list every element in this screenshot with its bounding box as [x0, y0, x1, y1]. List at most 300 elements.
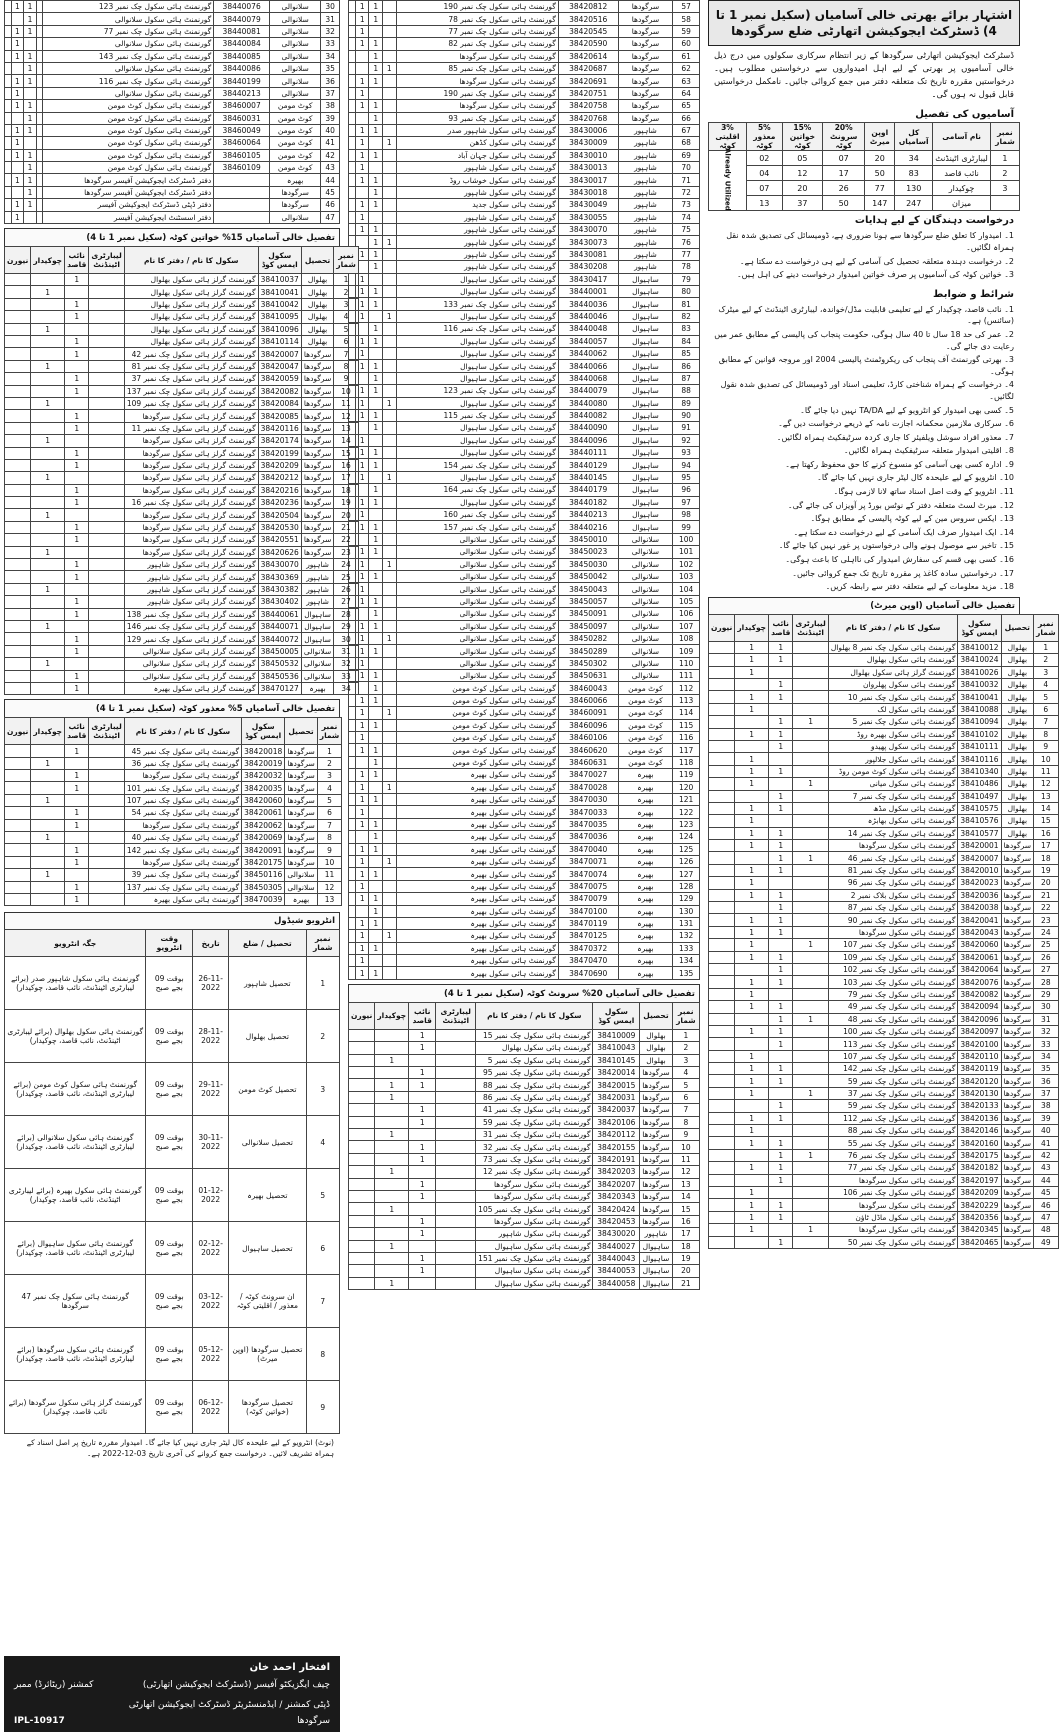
- table-cell: 126: [673, 855, 700, 867]
- table-cell: [36, 211, 42, 223]
- table-cell: گورنمنٹ ہائی سکول چک نمبر 107: [124, 794, 241, 806]
- table-cell: 1: [369, 769, 383, 781]
- table-cell: [436, 1178, 476, 1190]
- table-row: [349, 533, 700, 545]
- table-cell: شاہپور: [618, 162, 673, 174]
- table-cell: 27: [1034, 963, 1059, 975]
- table-row: [349, 484, 700, 496]
- table-cell: 38420768: [558, 112, 618, 124]
- table-cell: [793, 790, 828, 802]
- table-cell: گورنمنٹ ہائی سکول سلانوالی: [396, 657, 558, 669]
- table-cell: 1: [369, 496, 383, 508]
- table-cell: بھیرہ: [618, 781, 673, 793]
- table-cell: 32: [321, 25, 340, 37]
- table-header-cell: نمبر شمار: [334, 247, 359, 274]
- table-cell: 38420130: [958, 1087, 1001, 1099]
- table-cell: 1: [383, 236, 397, 248]
- table-cell: [383, 620, 397, 632]
- table-cell: سرگودھا: [618, 62, 673, 74]
- table-cell: بھلوال: [301, 323, 333, 335]
- table-row: [5, 534, 359, 546]
- table-cell: [349, 1, 356, 13]
- table-cell: [349, 1079, 375, 1091]
- table-cell: 38470075: [558, 880, 618, 892]
- table-cell: بھلوال: [640, 1042, 672, 1054]
- table-cell: [31, 608, 65, 620]
- table-cell: 1: [11, 1, 24, 13]
- schedule-cell: 7: [306, 1275, 340, 1328]
- table-cell: 11: [317, 869, 342, 881]
- summary-cell: 04: [746, 166, 782, 181]
- table-cell: 38470027: [558, 769, 618, 781]
- table-cell: 1: [369, 174, 383, 186]
- table-cell: گورنمنٹ ہائی سکول بھیرہ: [396, 868, 558, 880]
- table-cell: 1: [31, 869, 65, 881]
- table-cell: [349, 732, 356, 744]
- table-cell: 38420504: [258, 509, 301, 521]
- table-cell: 5: [317, 794, 342, 806]
- table-cell: گورنمنٹ ہائی سکول چک نمبر 116: [43, 75, 214, 87]
- table-cell: [5, 596, 31, 608]
- table-cell: گورنمنٹ ہائی سکول چک نمبر 7: [828, 790, 958, 802]
- schedule-cell: تحصیل بھلوال: [229, 1010, 306, 1063]
- table-cell: [5, 435, 31, 447]
- table-cell: [793, 1050, 828, 1062]
- table-row: [5, 633, 359, 645]
- table-cell: سرگودھا: [1001, 926, 1033, 938]
- table-cell: 1: [11, 38, 24, 50]
- table-cell: [793, 740, 828, 752]
- table-cell: سرگودھا: [270, 186, 321, 198]
- table-cell: سرگودھا: [285, 757, 317, 769]
- table-cell: گورنمنٹ گرلز ہائی سکول سرگودھا: [124, 534, 258, 546]
- table-cell: 1: [375, 1166, 409, 1178]
- table-cell: [65, 472, 89, 484]
- table-cell: 1: [672, 1029, 699, 1041]
- table-cell: 10: [672, 1141, 699, 1153]
- vacancy-table-disabled-quota: [4, 717, 342, 906]
- table-cell: [383, 818, 397, 830]
- table-cell: [355, 756, 369, 768]
- table-cell: 38420010: [958, 864, 1001, 876]
- table-cell: بھلوال: [1001, 815, 1033, 827]
- table-cell: [383, 25, 397, 37]
- table-cell: کوٹ مومن: [270, 162, 321, 174]
- table-cell: بھیرہ: [618, 893, 673, 905]
- table-row: [709, 1149, 1059, 1161]
- summary-cell: نائب قاصد: [933, 166, 991, 181]
- table-cell: [735, 1174, 769, 1186]
- table-cell: 1: [355, 855, 369, 867]
- table-cell: 7: [1034, 716, 1059, 728]
- table-cell: [709, 864, 735, 876]
- table-row: [349, 570, 700, 582]
- table-cell: سرگودھا: [618, 100, 673, 112]
- table-cell: [31, 745, 65, 757]
- table-cell: [709, 815, 735, 827]
- summary-header-cell: 20% سرونٹ کوٹہ: [822, 123, 864, 151]
- table-row: [349, 496, 700, 508]
- summary-heading: آسامیوں کی تفصیل: [915, 109, 1014, 121]
- table-cell: 11: [672, 1153, 699, 1165]
- table-cell: 1: [355, 657, 369, 669]
- table-cell: سرگودھا: [1001, 902, 1033, 914]
- table-cell: [5, 38, 12, 50]
- table-cell: گورنمنٹ ہائی سکول بھابڑہ: [828, 815, 958, 827]
- table-cell: 1: [31, 323, 65, 335]
- table-cell: 38420001: [958, 840, 1001, 852]
- table-cell: 1: [355, 930, 369, 942]
- table-row: [349, 447, 700, 459]
- table-cell: 1: [735, 827, 769, 839]
- table-cell: بھیرہ: [618, 818, 673, 830]
- table-cell: 1: [369, 50, 383, 62]
- table-cell: [793, 1137, 828, 1149]
- table-cell: 1: [11, 87, 24, 99]
- table-cell: 38440001: [558, 285, 618, 297]
- summary-cell: 247: [895, 196, 933, 211]
- table-cell: 1: [369, 323, 383, 335]
- table-cell: 1: [369, 818, 383, 830]
- table-cell: 1: [65, 559, 89, 571]
- designation-right: کمشنر (ریٹائرڈ) ممبر: [14, 1680, 94, 1690]
- table-row: [349, 670, 700, 682]
- table-cell: سلانوالی: [618, 595, 673, 607]
- vacancy-table-open-merit: [708, 614, 1059, 1249]
- table-cell: سرگودھا: [1001, 1112, 1033, 1124]
- table-cell: 1: [65, 807, 89, 819]
- table-cell: [349, 893, 356, 905]
- table-cell: 38410026: [958, 666, 1001, 678]
- table-cell: 24: [334, 559, 359, 571]
- table-cell: 38470119: [558, 917, 618, 929]
- table-cell: [383, 38, 397, 50]
- table-cell: 1: [369, 533, 383, 545]
- schedule-cell: گورنمنٹ ہائی سکول بھلوال (برائے لیبارٹری اٹینڈنٹ، نائب قاصد، چوکیدار): [5, 1010, 146, 1063]
- table-cell: [709, 641, 735, 653]
- table-cell: 102: [673, 558, 700, 570]
- table-cell: گورنمنٹ ہائی سکول چک نمبر 41: [476, 1104, 593, 1116]
- table-cell: 38420465: [958, 1236, 1001, 1248]
- table-cell: گورنمنٹ ہائی سکول سرگودھا: [828, 840, 958, 852]
- table-cell: 1: [409, 1067, 436, 1079]
- table-cell: [89, 484, 124, 496]
- condition-item: 3۔ بھرتی گورنمنٹ آف پنجاب کی ریکروٹمنٹ پالیسی 2004 اور مروجہ قوانین کے مطابق ہوگی۔: [718, 355, 1014, 376]
- table-cell: 38420197: [958, 1174, 1001, 1186]
- table-cell: [709, 939, 735, 951]
- table-cell: 1: [355, 397, 369, 409]
- table-cell: گورنمنٹ ہائی سکول بھیرہ: [396, 942, 558, 954]
- table-row: [349, 1178, 700, 1190]
- table-cell: 97: [673, 496, 700, 508]
- table-cell: کوٹ مومن: [618, 694, 673, 706]
- table-cell: 1: [355, 199, 369, 211]
- table-cell: [5, 397, 31, 409]
- ad-title: اشتہار برائے بھرتی خالی آسامیاں (سکیل نمبر 1 تا 4) ڈسٹرکٹ ایجوکیشن اتھارٹی ضلع سرگودھا: [708, 0, 1020, 46]
- table-cell: 1: [355, 38, 369, 50]
- table-cell: 38: [321, 100, 340, 112]
- table-body: [349, 1, 700, 980]
- table-cell: 119: [673, 769, 700, 781]
- table-cell: 1: [355, 955, 369, 967]
- table-cell: گورنمنٹ ہائی سکول چک نمبر 88: [476, 1079, 593, 1091]
- table-cell: 1: [769, 1001, 793, 1013]
- table-row: [349, 521, 700, 533]
- table-row: [349, 967, 700, 979]
- table-cell: 38450057: [558, 595, 618, 607]
- table-cell: [709, 790, 735, 802]
- table-cell: [31, 373, 65, 385]
- table-cell: [5, 186, 12, 198]
- table-cell: گورنمنٹ ہائی سکول بھیرہ: [396, 843, 558, 855]
- table-cell: 90: [673, 409, 700, 421]
- table-cell: 3: [672, 1054, 699, 1066]
- table-cell: سرگودھا: [1001, 840, 1033, 852]
- table-cell: سرگودھا: [640, 1215, 672, 1227]
- schedule-cell: بوقت 09 بجے صبح: [146, 1010, 193, 1063]
- table-cell: 38440086: [214, 62, 270, 74]
- table-cell: گورنمنٹ ہائی سکول بھیرہ: [396, 831, 558, 843]
- table-cell: [793, 641, 828, 653]
- table-cell: [369, 657, 383, 669]
- table-cell: گورنمنٹ ہائی سکول ساہیوال: [396, 372, 558, 384]
- table-cell: سرگودھا: [1001, 1149, 1033, 1161]
- table-row: [5, 645, 359, 657]
- table-cell: گورنمنٹ ہائی سکول پھلروان: [828, 678, 958, 690]
- table-cell: [349, 694, 356, 706]
- table-cell: سلانوالی: [270, 38, 321, 50]
- table-cell: [89, 397, 124, 409]
- table-cell: 1: [735, 765, 769, 777]
- table-cell: 1: [735, 1187, 769, 1199]
- table-cell: [214, 186, 270, 198]
- table-cell: سرگودھا: [301, 546, 333, 558]
- table-cell: 1: [369, 831, 383, 843]
- table-cell: 1: [355, 124, 369, 136]
- table-cell: 34: [321, 50, 340, 62]
- table-cell: 1: [369, 1, 383, 13]
- table-cell: [383, 174, 397, 186]
- table-cell: 38450631: [558, 670, 618, 682]
- table-cell: [349, 38, 356, 50]
- table-cell: [383, 533, 397, 545]
- table-cell: گورنمنٹ ہائی سکول ساہیوال: [396, 310, 558, 322]
- condition-item: 6۔ سرکاری ملازمین محکمانہ اجازت نامہ کے ذریعے درخواست دیں گے۔: [778, 419, 1014, 429]
- table-cell: 1: [355, 137, 369, 149]
- table-cell: [89, 274, 124, 286]
- table-cell: [5, 497, 31, 509]
- table-row: [5, 596, 359, 608]
- table-cell: 1: [375, 1054, 409, 1066]
- table-cell: بھلوال: [1001, 666, 1033, 678]
- table-cell: سرگودھا: [640, 1141, 672, 1153]
- table-cell: 2: [672, 1042, 699, 1054]
- table-cell: 128: [673, 880, 700, 892]
- table-cell: 1: [375, 1277, 409, 1289]
- table-cell: 1: [355, 632, 369, 644]
- table-cell: سرگودھا: [285, 794, 317, 806]
- table-cell: 48: [1034, 1224, 1059, 1236]
- table-cell: 1: [369, 942, 383, 954]
- table-cell: 38430013: [558, 162, 618, 174]
- table-cell: 38410114: [258, 335, 301, 347]
- table-cell: سرگودھا: [301, 348, 333, 360]
- summary-header-cell: 15% خواتین کوٹہ: [782, 123, 822, 151]
- table-cell: [11, 162, 24, 174]
- table-cell: 38420041: [958, 914, 1001, 926]
- table-row: [349, 620, 700, 632]
- table-cell: 16: [334, 459, 359, 471]
- table-cell: گورنمنٹ ہائی سکول شاہپور: [396, 211, 558, 223]
- table-row: [349, 285, 700, 297]
- table-cell: [383, 732, 397, 744]
- table-cell: گورنمنٹ ہائی سکول سلانوالی: [396, 533, 558, 545]
- table-cell: [383, 87, 397, 99]
- table-cell: گورنمنٹ ہائی سکول بھیرہ: [396, 855, 558, 867]
- table-cell: 38430417: [558, 273, 618, 285]
- table-cell: سلانوالی: [285, 869, 317, 881]
- table-cell: [383, 694, 397, 706]
- table-row: [709, 1125, 1059, 1137]
- table-cell: سلانوالی: [270, 62, 321, 74]
- table-row: [349, 1054, 700, 1066]
- table-cell: 26: [334, 583, 359, 595]
- table-cell: گورنمنٹ ہائی سکول چک نمبر 77: [828, 1162, 958, 1174]
- table-cell: [436, 1029, 476, 1041]
- table-cell: 38410575: [958, 802, 1001, 814]
- table-cell: گورنمنٹ ہائی سکول جلالپور: [828, 753, 958, 765]
- table-cell: گورنمنٹ ہائی سکول خوشاب روڈ: [396, 174, 558, 186]
- table-cell: سرگودھا: [301, 521, 333, 533]
- table-cell: گورنمنٹ ہائی سکول چک نمبر 142: [828, 1063, 958, 1075]
- table-cell: 38420545: [558, 25, 618, 37]
- table-cell: 38420216: [258, 484, 301, 496]
- table-cell: [793, 802, 828, 814]
- table-cell: [65, 832, 89, 844]
- table-cell: گورنمنٹ ہائی سکول ساہیوال: [476, 1265, 593, 1277]
- table-cell: سرگودھا: [1001, 889, 1033, 901]
- table-header-cell: لیبارٹری اٹینڈنٹ: [89, 718, 124, 745]
- table-cell: گورنمنٹ ہائی سکول چک نمبر 15: [476, 1029, 593, 1041]
- table-cell: 38470125: [558, 930, 618, 942]
- table-cell: [355, 112, 369, 124]
- table-cell: 32: [1034, 1025, 1059, 1037]
- table-cell: 1: [355, 459, 369, 471]
- summary-table: [708, 122, 1020, 211]
- table-row: [709, 951, 1059, 963]
- table-cell: گورنمنٹ ہائی سکول کوٹ مومن: [396, 694, 558, 706]
- table-cell: [31, 844, 65, 856]
- table-row: [349, 149, 700, 161]
- table-cell: 1: [369, 645, 383, 657]
- table-cell: سرگودھا: [1001, 852, 1033, 864]
- table-cell: [793, 1174, 828, 1186]
- table-cell: گورنمنٹ ہائی سکول سرگودھا: [124, 856, 241, 868]
- table-cell: [5, 162, 12, 174]
- table-cell: 1: [369, 843, 383, 855]
- table-cell: سرگودھا: [301, 459, 333, 471]
- table-cell: 1: [11, 149, 24, 161]
- table-cell: 38410012: [958, 641, 1001, 653]
- table-cell: گورنمنٹ گرلز ہائی سکول چک نمبر 146: [124, 620, 258, 632]
- table-row: [349, 174, 700, 186]
- table-cell: 38440048: [558, 323, 618, 335]
- table-cell: 38420110: [958, 1050, 1001, 1062]
- table-cell: ساہیوال: [301, 608, 333, 620]
- table-row: [349, 385, 700, 397]
- table-row: [349, 583, 700, 595]
- table-cell: گورنمنٹ گرلز ہائی سکول سرگودھا: [124, 472, 258, 484]
- table-cell: کوٹ مومن: [618, 732, 673, 744]
- schedule-cell: تحصیل ساہیوال: [229, 1222, 306, 1275]
- table-row: [709, 902, 1059, 914]
- table-cell: 1: [769, 951, 793, 963]
- table-cell: گورنمنٹ ہائی سکول سلانوالی: [396, 670, 558, 682]
- table-cell: شاہپور: [301, 559, 333, 571]
- table-cell: گورنمنٹ گرلز ہائی سکول شاہپور: [124, 559, 258, 571]
- table-row: [349, 137, 700, 149]
- table-cell: 1: [355, 794, 369, 806]
- table-cell: 45: [321, 186, 340, 198]
- table-cell: 38420047: [258, 360, 301, 372]
- table-row: [5, 373, 359, 385]
- table-cell: گورنمنٹ ہائی سکول شاہپور: [396, 224, 558, 236]
- table-cell: 1: [383, 855, 397, 867]
- table-cell: [793, 691, 828, 703]
- table-cell: شاہپور: [618, 248, 673, 260]
- table-cell: گورنمنٹ ہائی سکول چک نمبر 59: [476, 1116, 593, 1128]
- table-cell: [349, 855, 356, 867]
- table-row: [709, 889, 1059, 901]
- table-cell: سرگودھا: [301, 497, 333, 509]
- table-cell: گورنمنٹ ہائی سکول چک نمبر 10: [828, 691, 958, 703]
- table-row: [709, 1211, 1059, 1223]
- table-cell: 38430020: [593, 1228, 640, 1240]
- table-cell: 19: [334, 497, 359, 509]
- table-cell: [383, 682, 397, 694]
- schedule-cell: 02-12-2022: [193, 1222, 229, 1275]
- table-cell: 66: [673, 112, 700, 124]
- table-row: [5, 100, 340, 112]
- table-cell: 1: [65, 447, 89, 459]
- table-row: [5, 435, 359, 447]
- table-row: [5, 546, 359, 558]
- table-cell: [409, 1166, 436, 1178]
- table-cell: [349, 880, 356, 892]
- table-cell: [89, 757, 124, 769]
- table-cell: [735, 1013, 769, 1025]
- table-cell: 38440085: [214, 50, 270, 62]
- table-cell: 1: [355, 298, 369, 310]
- table-row: [5, 335, 359, 347]
- table-cell: سلانوالی: [270, 13, 321, 25]
- table-row: [709, 1112, 1059, 1124]
- table-cell: 17: [672, 1228, 699, 1240]
- table-cell: [5, 137, 12, 149]
- table-cell: 1: [24, 174, 37, 186]
- table-row: [349, 893, 700, 905]
- table-header-cell: نیورن: [5, 247, 31, 274]
- table-cell: سرگودھا: [301, 422, 333, 434]
- table-cell: [793, 753, 828, 765]
- summary-row: [709, 196, 1020, 211]
- table-row: [5, 757, 342, 769]
- table-row: [709, 840, 1059, 852]
- table-cell: [89, 608, 124, 620]
- table-cell: 1: [769, 1100, 793, 1112]
- table-cell: شاہپور: [618, 137, 673, 149]
- table-cell: [89, 658, 124, 670]
